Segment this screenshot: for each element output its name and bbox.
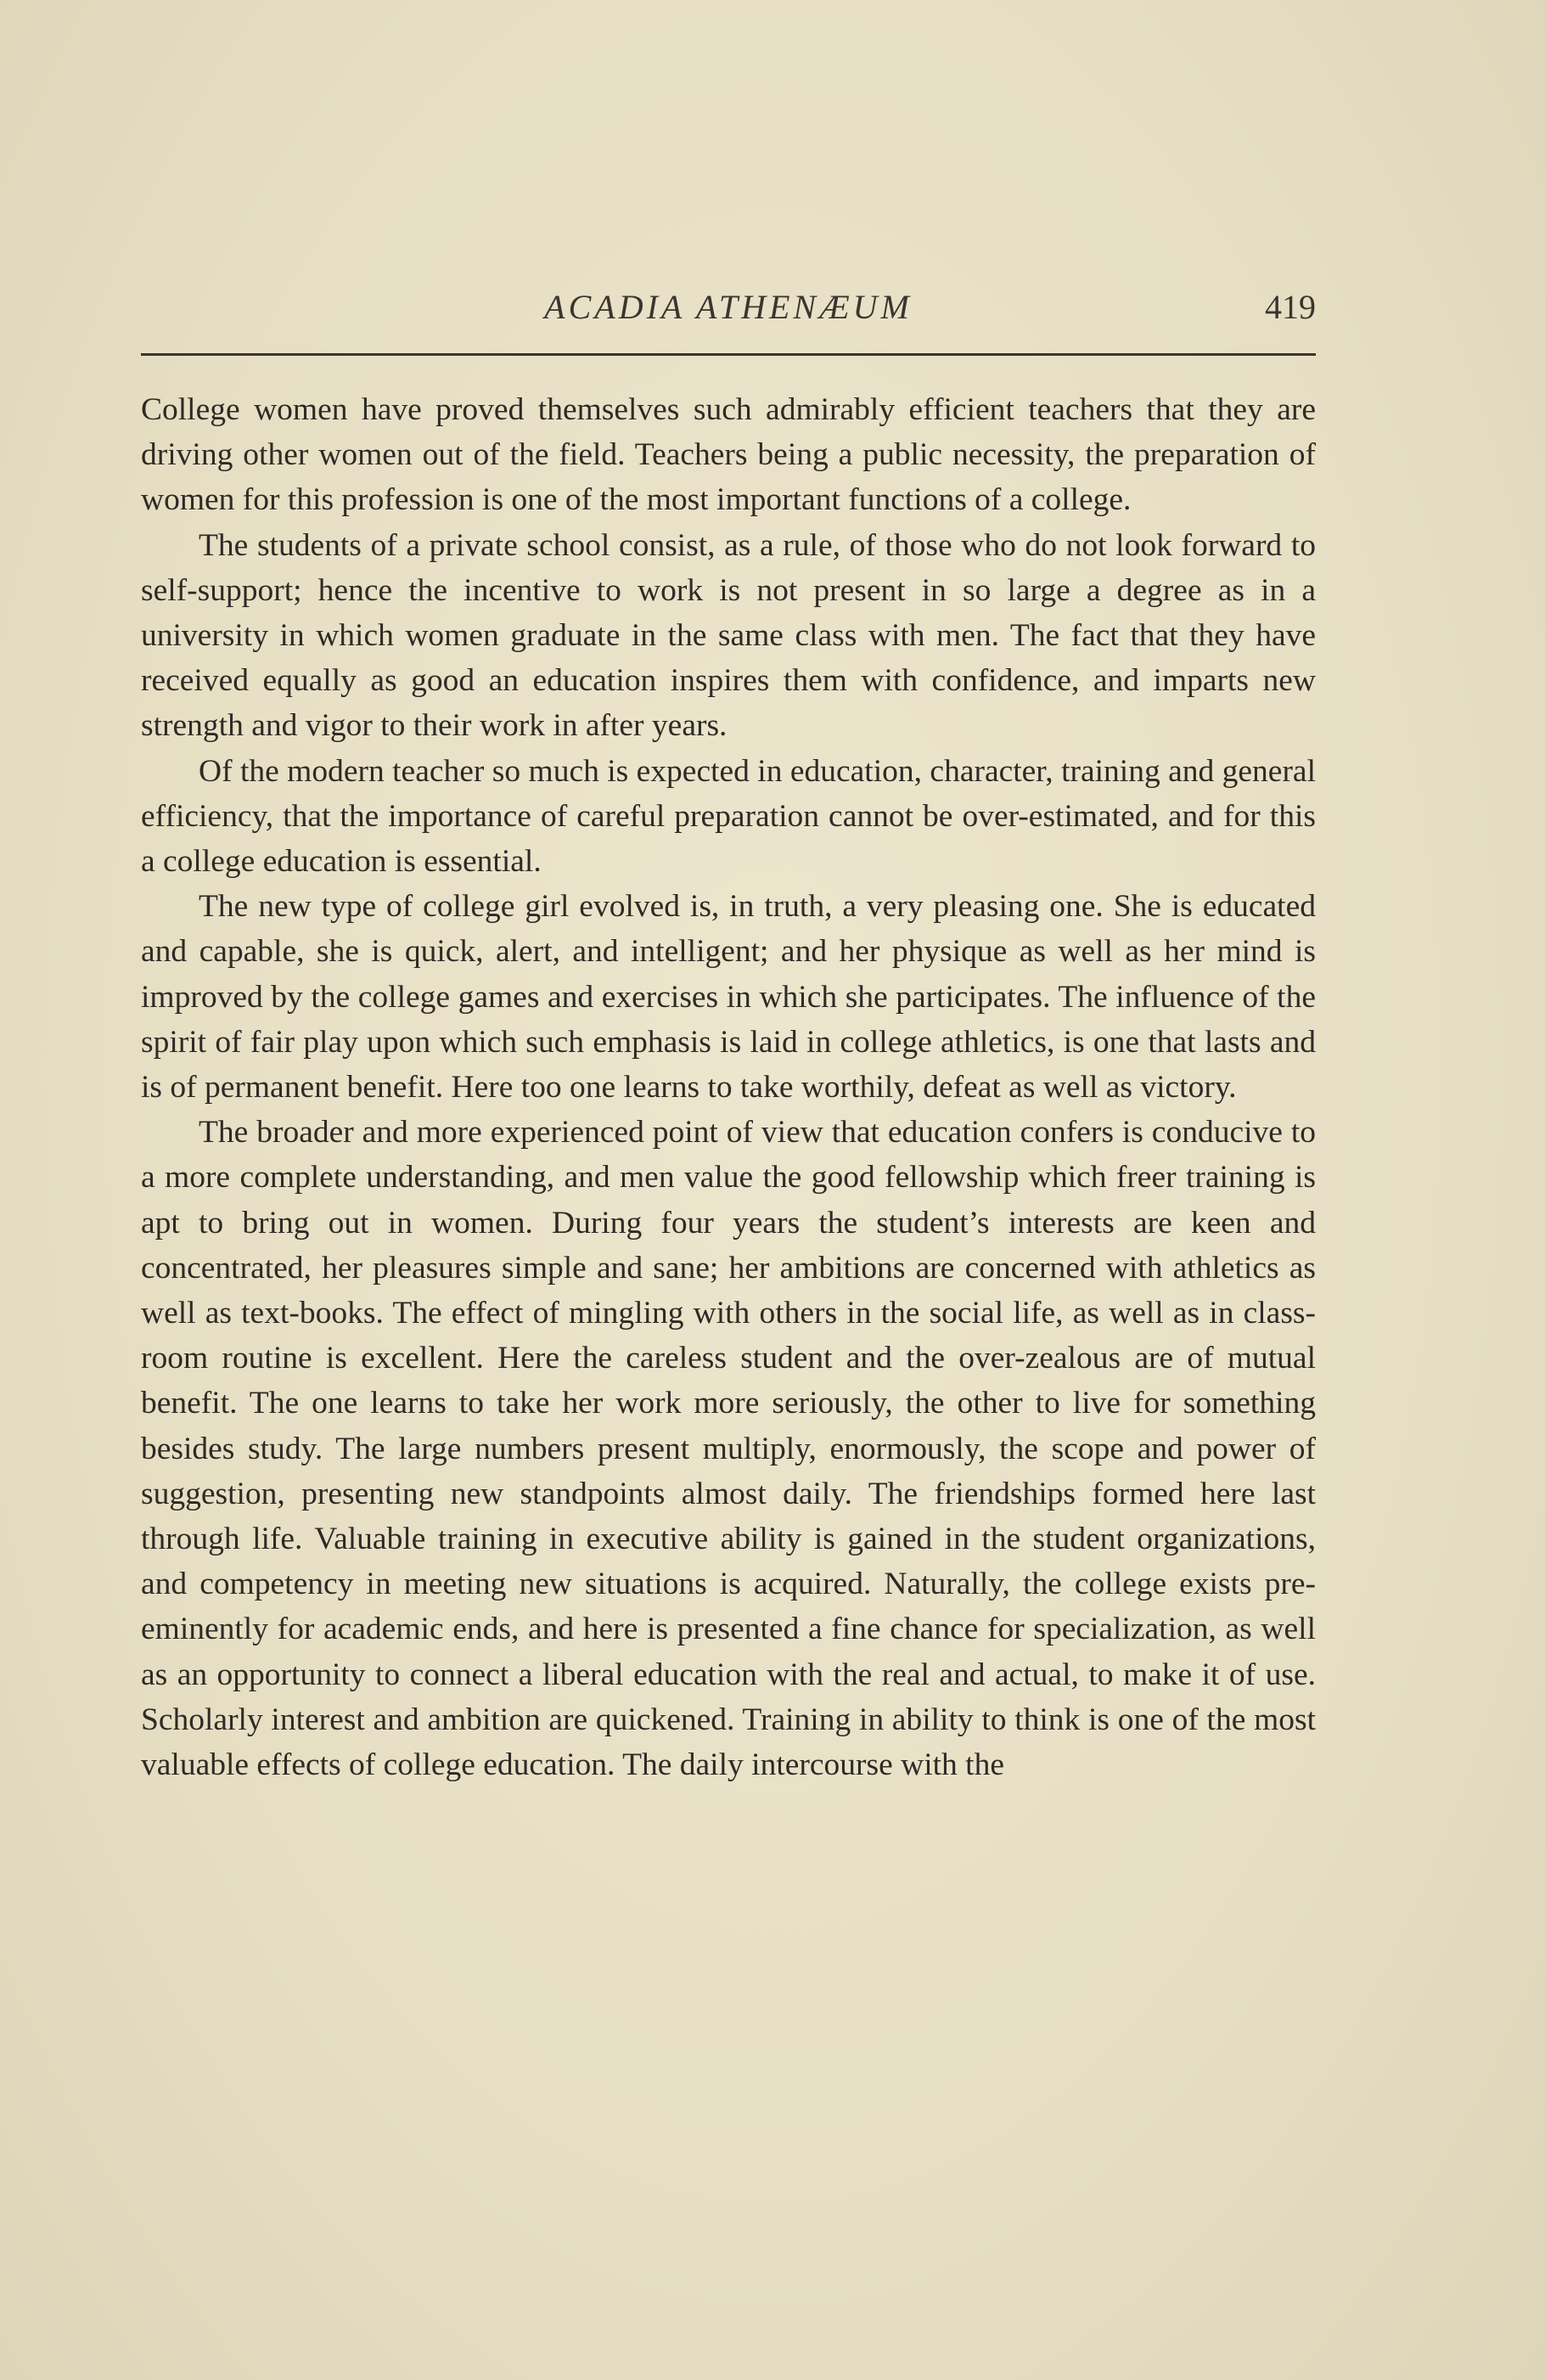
page-header (141, 287, 1316, 338)
paragraph-5: The broader and more experienced point of view that education confers is conducive to a more complete understanding, and men value the good fellowship which freer training is apt to bring out in women. During four years the student’s interests are keen and concentrated, her pleasures simple and sane; her ambitions are concerned with athletics as well as text-books. The effect of mingling with others in the social life, as well as in class-room routine is excellent. Here the careless student and the over-zealous are of mutual benefit. The one learns to take her work more seriously, the other to live for something besides study. The large numbers present multiply, enormously, the scope and power of suggestion, presenting new standpoints almost daily. The friendships formed here last through life. Valuable training in executive ability is gained in the student organizations, and competency in meeting new situations is acquired. Naturally, the college exists pre-eminently for academic ends, and here is presented a fine chance for specialization, as well as an opportunity to connect a liberal education with the real and actual, to make it of use. Scholarly interest and ambition are quickened. Training in ability to think is one of the most valuable effects of college education. The daily intercourse with the (141, 1115, 1316, 1783)
paragraph-1: College women have proved themselves such admirably efficient teachers that they are driving other women out of the field. Teachers being a public necessity, the preparation of women for this profession is one of the most important functions of a college. (141, 392, 1316, 518)
page-number: 419 (1265, 288, 1316, 326)
paragraph-3: Of the modern teacher so much is expected in education, character, training and general efficiency, that the importance of careful preparation cannot be over-estimated, and for this a college education is essential. (141, 753, 1316, 880)
running-title: ACADIA ATHENÆUM (544, 288, 913, 326)
paragraph-2: The students of a private school consist, as a rule, of those who do not look forward to self-support; hence the incentive to work is not present in so large a degree as in a university in which women graduate in the same class with men. The fact that they have received equally as good an education inspires them with confidence, and imparts new strength and vigor to their work in after years. (141, 527, 1316, 744)
body-text (141, 387, 1316, 1787)
header-rule (141, 353, 1316, 356)
paragraph-4: The new type of college girl evolved is, in truth, a very pleasing one. She is educated and capable, she is quick, alert, and intelligent; and her physique as well as her mind is improved by the college games and exercises in which she participates. The influence of the spirit of fair play upon which such emphasis is laid in college athletics, is one that lasts and is of permanent benefit. Here too one learns to take worthily, defeat as well as victory. (141, 889, 1316, 1106)
